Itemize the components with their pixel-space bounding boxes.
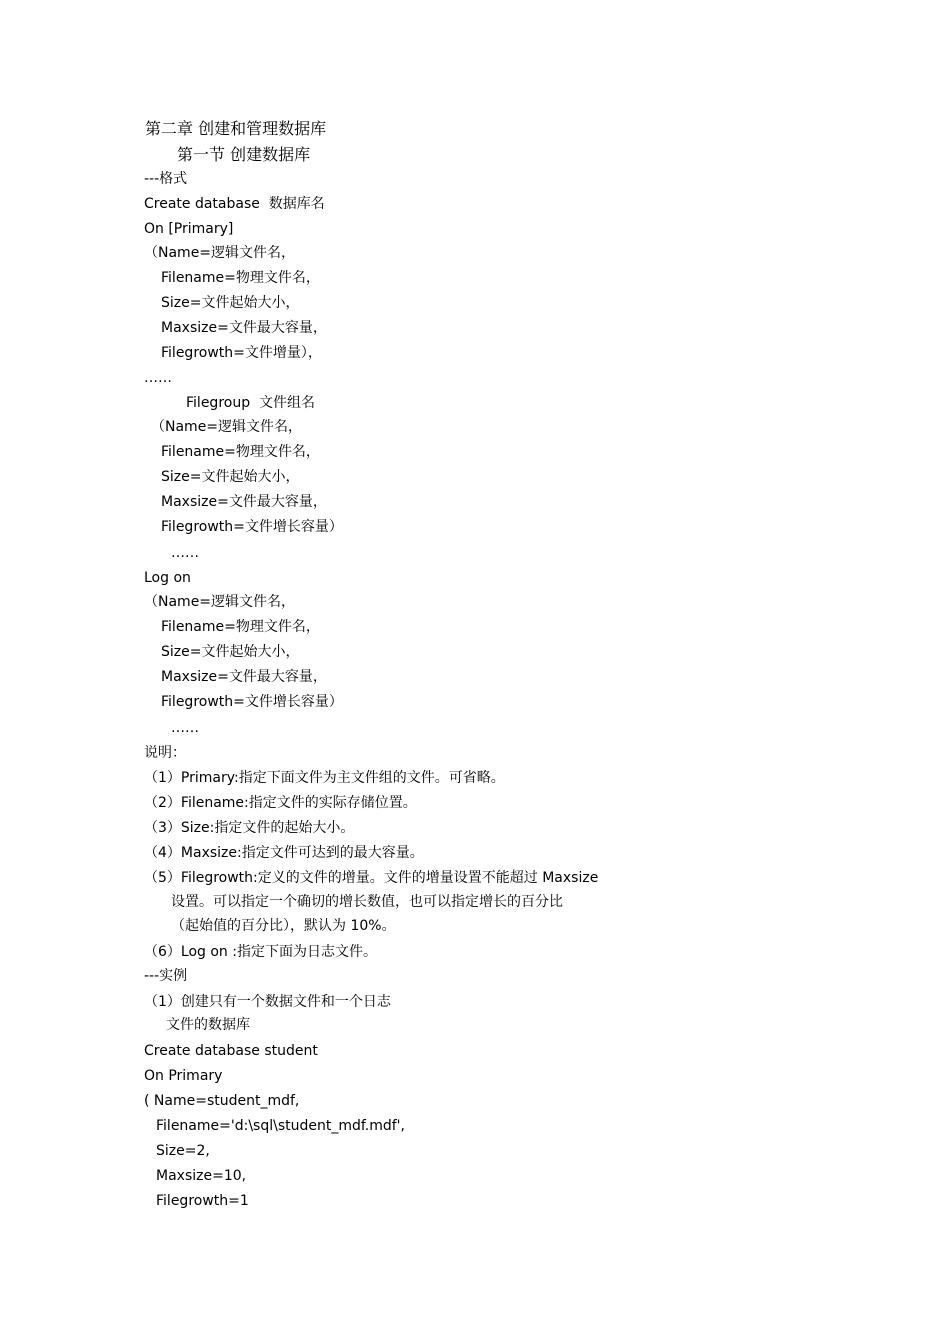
group-file-line: Size=文件起始大小， bbox=[161, 469, 300, 485]
note-item: （2）Filename:指定文件的实际存储位置。 bbox=[144, 795, 417, 811]
log-file-line: Filegrowth=文件增长容量） bbox=[161, 694, 343, 710]
primary-file-line: Maxsize=文件最大容量， bbox=[161, 320, 327, 336]
group-file-line: Maxsize=文件最大容量， bbox=[161, 494, 327, 510]
example-code-line: On Primary bbox=[144, 1068, 223, 1084]
syntax-on: On [Primary] bbox=[144, 221, 234, 237]
primary-file-line: Filename=物理文件名， bbox=[161, 270, 320, 286]
log-file-line: Size=文件起始大小， bbox=[161, 644, 300, 660]
example-intro: （1）创建只有一个数据文件和一个日志 bbox=[144, 994, 391, 1010]
log-file-line: Maxsize=文件最大容量， bbox=[161, 669, 327, 685]
section-title: 第一节 创建数据库 bbox=[177, 145, 311, 164]
ellipsis: …… bbox=[171, 720, 199, 736]
example-heading: ---实例 bbox=[144, 968, 188, 984]
log-file-line: Filename=物理文件名， bbox=[161, 619, 320, 635]
group-file-line: Filegrowth=文件增长容量） bbox=[161, 519, 343, 535]
note-item: （5）Filegrowth:定义的文件的增量。文件的增量设置不能超过 Maxsize bbox=[144, 870, 599, 886]
syntax-filegroup: Filegroup 文件组名 bbox=[186, 395, 315, 411]
primary-file-line: Size=文件起始大小， bbox=[161, 295, 300, 311]
example-code-line: Filegrowth=1 bbox=[156, 1193, 249, 1209]
note-item: （1）Primary:指定下面文件为主文件组的文件。可省略。 bbox=[144, 770, 505, 786]
note-item-continued: 设置。可以指定一个确切的增长数值，也可以指定增长的百分比 bbox=[171, 894, 563, 910]
note-item: （3）Size:指定文件的起始大小。 bbox=[144, 820, 355, 836]
notes-heading: 说明： bbox=[144, 745, 186, 761]
note-item-continued: （起始值的百分比），默认为 10%。 bbox=[171, 918, 396, 934]
log-file-line: （Name=逻辑文件名， bbox=[144, 594, 296, 610]
example-code-line: Filename='d:\sql\student_mdf.mdf', bbox=[156, 1118, 405, 1134]
example-intro: 文件的数据库 bbox=[166, 1017, 250, 1033]
ellipsis: …… bbox=[144, 370, 172, 386]
note-item: （4）Maxsize:指定文件可达到的最大容量。 bbox=[144, 845, 424, 861]
ellipsis: …… bbox=[171, 545, 199, 561]
syntax-create: Create database 数据库名 bbox=[144, 196, 325, 212]
chapter-title: 第二章 创建和管理数据库 bbox=[145, 119, 327, 138]
example-code-line: Create database student bbox=[144, 1043, 318, 1059]
primary-file-line: Filegrowth=文件增量）， bbox=[161, 345, 322, 361]
group-file-line: Filename=物理文件名， bbox=[161, 444, 320, 460]
primary-file-line: （Name=逻辑文件名， bbox=[144, 245, 296, 261]
format-heading: ---格式 bbox=[144, 171, 188, 187]
example-code-line: Maxsize=10, bbox=[156, 1168, 247, 1184]
example-code-line: ( Name=student_mdf, bbox=[144, 1093, 300, 1109]
example-code-line: Size=2, bbox=[156, 1143, 210, 1159]
note-item: （6）Log on :指定下面为日志文件。 bbox=[144, 944, 377, 960]
group-file-line: （Name=逻辑文件名， bbox=[151, 419, 303, 435]
syntax-log-on: Log on bbox=[144, 570, 191, 586]
